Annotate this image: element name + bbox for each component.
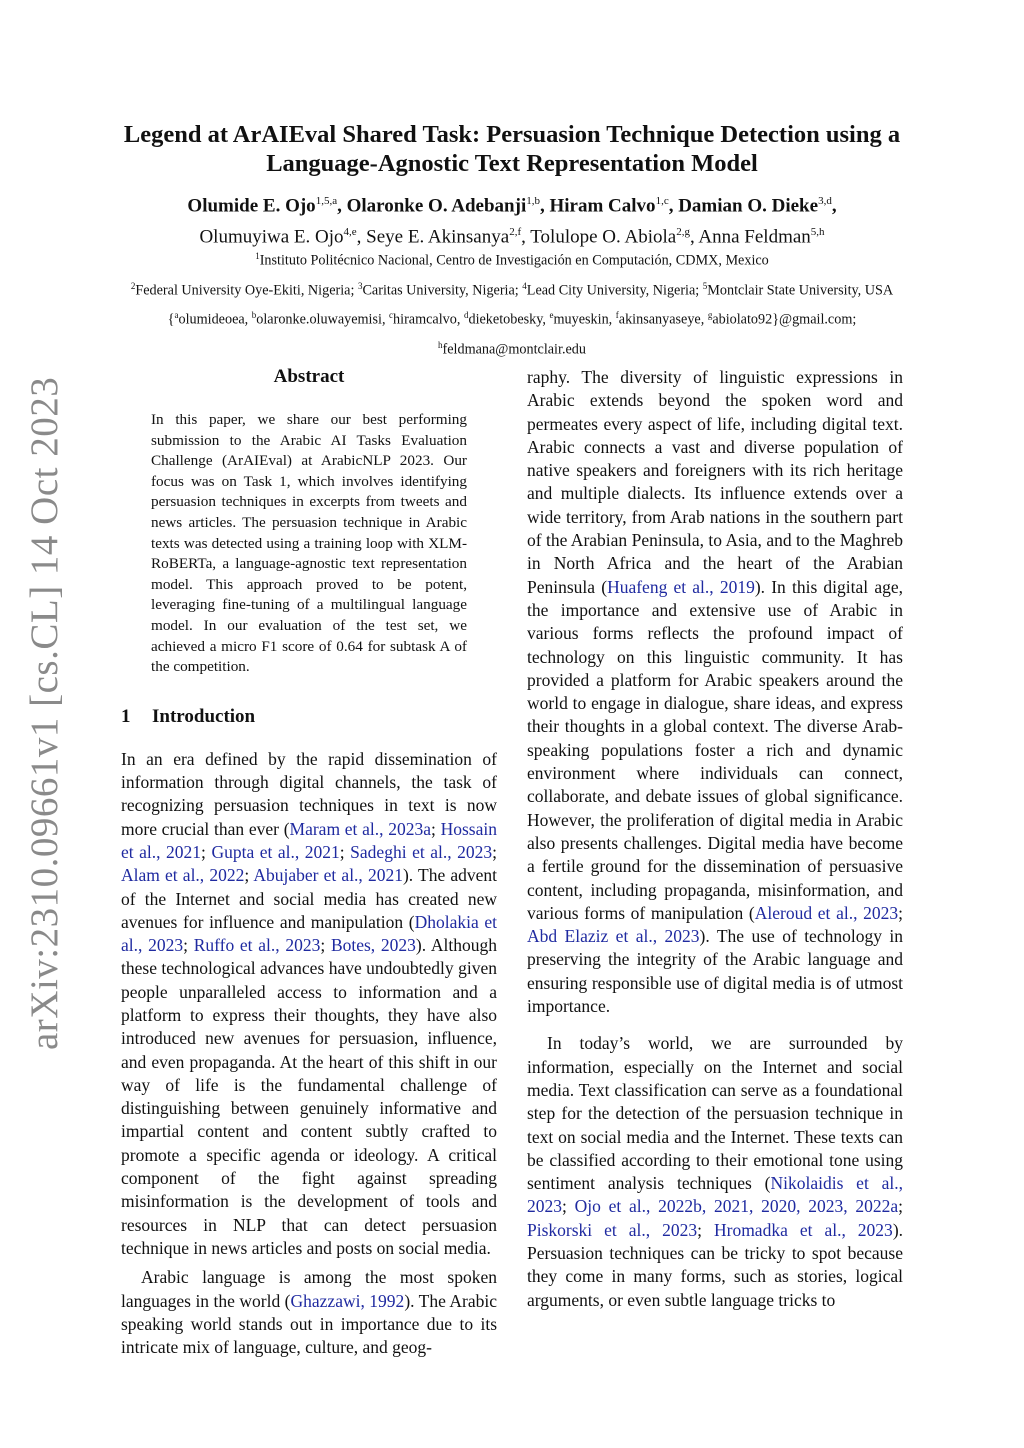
citation-link[interactable]: Huafeng et al., 2019	[607, 576, 755, 597]
text-run: ). Persuasion techniques can be tricky to spot because they come in many forms, such as stories, logical arguments, or even subtle language tricks to	[527, 1219, 904, 1310]
email-mark: e	[549, 310, 554, 321]
affil-number: 5	[702, 280, 708, 291]
affiliation-line-2	[60, 274, 964, 304]
author-affil-mark: 1,5,a	[315, 195, 338, 207]
affiliation: Caritas University, Nigeria;	[362, 282, 519, 299]
text-run: ;	[244, 865, 254, 886]
citation-link[interactable]: Botes, 2023	[330, 935, 416, 956]
intro-paragraph-2-cont	[527, 366, 903, 1018]
email: dieketobesky,	[468, 312, 546, 329]
author-line-1: Olumide E. Ojo$^{1,5,a}$, Olaronke O. Adebanji$^{1,b}$, Hiram Calvo$^{1,c}$, Damian O. Dieke$^{3,d}$,	[187, 195, 837, 217]
text-run: ;	[183, 935, 194, 956]
text-run: ). In this digital age, the importance and extensive use of Arabic in various forms reflects the profound impact of technology on this linguistic community. It has provided a platform for Arabic speakers around the world to engage in dialogue, share ideas, and express their thoughts in a global context. The diverse Arab-speaking populations foster a rich and dynamic environment where individuals can connect, collaborate, and debate issues of global significance. However, the proliferation of digital media in Arabic also presents challenges. Digital media have become a fertile ground for the dissemination of persuasive content, including propaganda, misinformation, and various forms of manipulation (	[527, 576, 903, 923]
text-run: ;	[562, 1196, 575, 1217]
citation-link[interactable]: Aleroud et al., 2023	[754, 902, 899, 923]
author-name: Tolulope O. Abiola	[530, 226, 677, 248]
author-affil-mark: 2,g	[676, 226, 690, 239]
affiliation: Lead City University, Nigeria;	[526, 282, 700, 299]
citation-link[interactable]: Maram et al., 2023a	[289, 818, 432, 839]
citation-link[interactable]: Ruffo et al., 2023	[193, 935, 321, 956]
text-run: In an era defined by the rapid dissemination of information through digital channels, the task of recognizing persuasion techniques in text is now more crucial than ever (	[121, 748, 497, 839]
email-domain: }@gmail.com;	[772, 312, 857, 329]
author-name: Anna Feldman	[698, 226, 811, 248]
author-name: Olumuyiwa E. Ojo	[199, 226, 344, 248]
email: abiolato92	[712, 312, 773, 329]
text-run: ;	[339, 841, 351, 862]
text-run: ). The Arabic speaking world stands out in importance due to its intricate mix of language, culture, and geog-	[121, 1290, 497, 1358]
email-mark: a	[174, 310, 179, 321]
author-affil-mark: 2,f	[509, 226, 522, 239]
citation-link[interactable]: Ghazzawi, 1992	[290, 1290, 405, 1311]
author-name: Olumide E. Ojo	[187, 195, 316, 217]
text-run: ;	[492, 841, 497, 862]
text-run: raphy. The diversity of linguistic expressions in Arabic extends beyond the spoken word and permeates every aspect of life, including digital text. Arabic connects a vast and diverse population of native speakers and foreigners with its rich heritage and multiple dialects. Its influence extends over a wide territory, from Arab nations in the southern part of the Arabian Peninsula, to Asia, and to the Maghreb in North Africa and the heart of the Arabian Peninsula (	[527, 367, 903, 597]
citation-link[interactable]: Piskorski et al., 2023	[527, 1219, 698, 1240]
intro-paragraph-1	[121, 748, 497, 1261]
intro-paragraph-2-start	[121, 1266, 497, 1359]
email-mark: c	[389, 310, 394, 321]
text-run: ). Although these technological advances have undoubtedly given people unparalleled access to information and a platform to express their thoughts, they have also introduced new avenues for persuasion, influence, and even propaganda. At the heart of this shift in our way of life is the fundamental challenge of distinguishing between genuinely informative and impartial content and content subtly crafted to promote a specific agenda or ideology. A critical component of the fight against spreading misinformation is the development of tools and resources in NLP that can detect persuasion technique in news articles and posts on social media.	[121, 935, 497, 1258]
text-run: Arabic language is among the most spoken languages in the world (	[121, 1267, 497, 1311]
affil-number: 3	[357, 280, 363, 291]
author-affil-mark: 1,c	[655, 195, 669, 207]
citation-link[interactable]: Abd Elaziz et al., 2023	[527, 926, 700, 947]
email-line-1	[60, 303, 964, 333]
author-name: Hiram Calvo	[549, 195, 656, 217]
author-affil-mark: 1,b	[526, 195, 540, 207]
email-line-2	[60, 333, 964, 363]
citation-link[interactable]: Ojo et al., 2022b, 2021, 2020, 2023, 2022a	[574, 1196, 899, 1217]
email-brace: {	[167, 312, 175, 329]
arxiv-identifier-stamp: arXiv:2310.09661v1 [cs.CL] 14 Oct 2023	[23, 376, 66, 1050]
email: feldmana@montclair.edu	[442, 341, 586, 358]
author-name: Olaronke O. Adebanji	[346, 195, 527, 217]
text-run: In today’s world, we are surrounded by information, especially on the Internet and social media. Text classification can serve as a foundational step for the detection of the persuasion technique in text on social media and the Internet. These texts can be classified according to their emotional tone using sentiment analysis techniques (	[527, 1033, 903, 1194]
affiliation: Federal University Oye-Ekiti, Nigeria;	[135, 282, 355, 299]
abstract-text: In this paper, we share our best performing submission to the Arabic AI Tasks Evaluation Challenge (ArAIEval) at ArabicNLP 2023. Our focus was on Task 1, which involves identifying persuasion techniques in excerpts from tweets and news articles. The persuasion technique in Arabic texts was detected using a training loop with XLM-RoBERTa, a language-agnostic text representation model. This approach proved to be potent, leveraging fine-tuning of a multilingual language model. In our evaluation of the test set, we achieved a micro F1 score of 0.64 for subtask A of the competition.	[151, 411, 467, 676]
citation-link[interactable]: Sadeghi et al., 2023	[350, 841, 493, 862]
text-run: ). The use of technology in preserving the integrity of the Arabic language and ensuring responsible use of digital media is of utmost importance.	[527, 926, 903, 1017]
email-mark: d	[463, 310, 469, 321]
text-run: ;	[201, 841, 212, 862]
citation-link[interactable]: Dholakia et al., 2023	[121, 911, 498, 956]
affil-number: 2	[130, 280, 136, 291]
text-run: ;	[697, 1219, 714, 1240]
intro-paragraph-3	[527, 1032, 903, 1312]
citation-link[interactable]: Alam et al., 2022	[121, 865, 245, 886]
email: hiramcalvo,	[393, 312, 461, 329]
author-name: Seye E. Akinsanya	[366, 226, 510, 248]
citation-link[interactable]: Hossain et al., 2021	[121, 818, 497, 862]
text-run: ). The advent of the Internet and social media has created new avenues for influence and manipulation (	[121, 865, 498, 932]
email: olaronke.oluwayemisi,	[256, 312, 386, 329]
text-run: ;	[320, 935, 331, 956]
right-column	[527, 366, 903, 1312]
email-mark: g	[707, 310, 713, 321]
affiliation: Instituto Politécnico Nacional, Centro de Investigación en Computación, CDMX, Mexico	[259, 252, 769, 269]
email-mark: h	[438, 340, 443, 351]
text-run: ;	[898, 1196, 903, 1217]
author-affil-mark: 3,d	[818, 195, 832, 207]
text-run: ;	[431, 818, 441, 839]
abstract-heading: Abstract	[273, 366, 345, 387]
email-mark: f	[615, 310, 619, 321]
author-affil-mark: 5,h	[810, 226, 825, 239]
email: olumideoea,	[178, 312, 249, 329]
affiliation-line-1	[60, 244, 964, 274]
citation-link[interactable]: Nikolaidis et al., 2023	[527, 1173, 903, 1217]
email-mark: b	[251, 310, 257, 321]
email: akinsanyaseye,	[618, 312, 705, 329]
text-run: ;	[898, 902, 903, 923]
citation-link[interactable]: Abujaber et al., 2021	[253, 865, 403, 886]
left-column	[121, 364, 497, 1359]
affiliations	[60, 244, 964, 363]
email: muyeskin,	[553, 312, 613, 329]
citation-link[interactable]: Gupta et al., 2021	[211, 841, 340, 862]
author-list	[60, 188, 964, 251]
section-title: Introduction	[152, 705, 256, 727]
affil-number: 1	[255, 251, 260, 261]
paper-title: Legend at ArAIEval Shared Task: Persuasion Technique Detection using a Language-Agnostic Text Representation Model	[123, 121, 901, 177]
section-number: 1	[121, 705, 131, 727]
author-name: Damian O. Dieke	[678, 195, 819, 217]
affiliation: Montclair State University, USA	[707, 282, 894, 299]
citation-link[interactable]: Hromadka et al., 2023	[713, 1219, 893, 1240]
section-heading-introduction	[121, 704, 497, 730]
affil-number: 4	[522, 280, 527, 291]
author-line-2: Olumuyiwa E. Ojo$^{4,e}$, Seye E. Akinsanya$^{2,f}$, Tolulope O. Abiola$^{2,g}$, Anna Feldman$^{5,h}$	[199, 226, 825, 248]
author-affil-mark: 4,e	[343, 226, 357, 239]
